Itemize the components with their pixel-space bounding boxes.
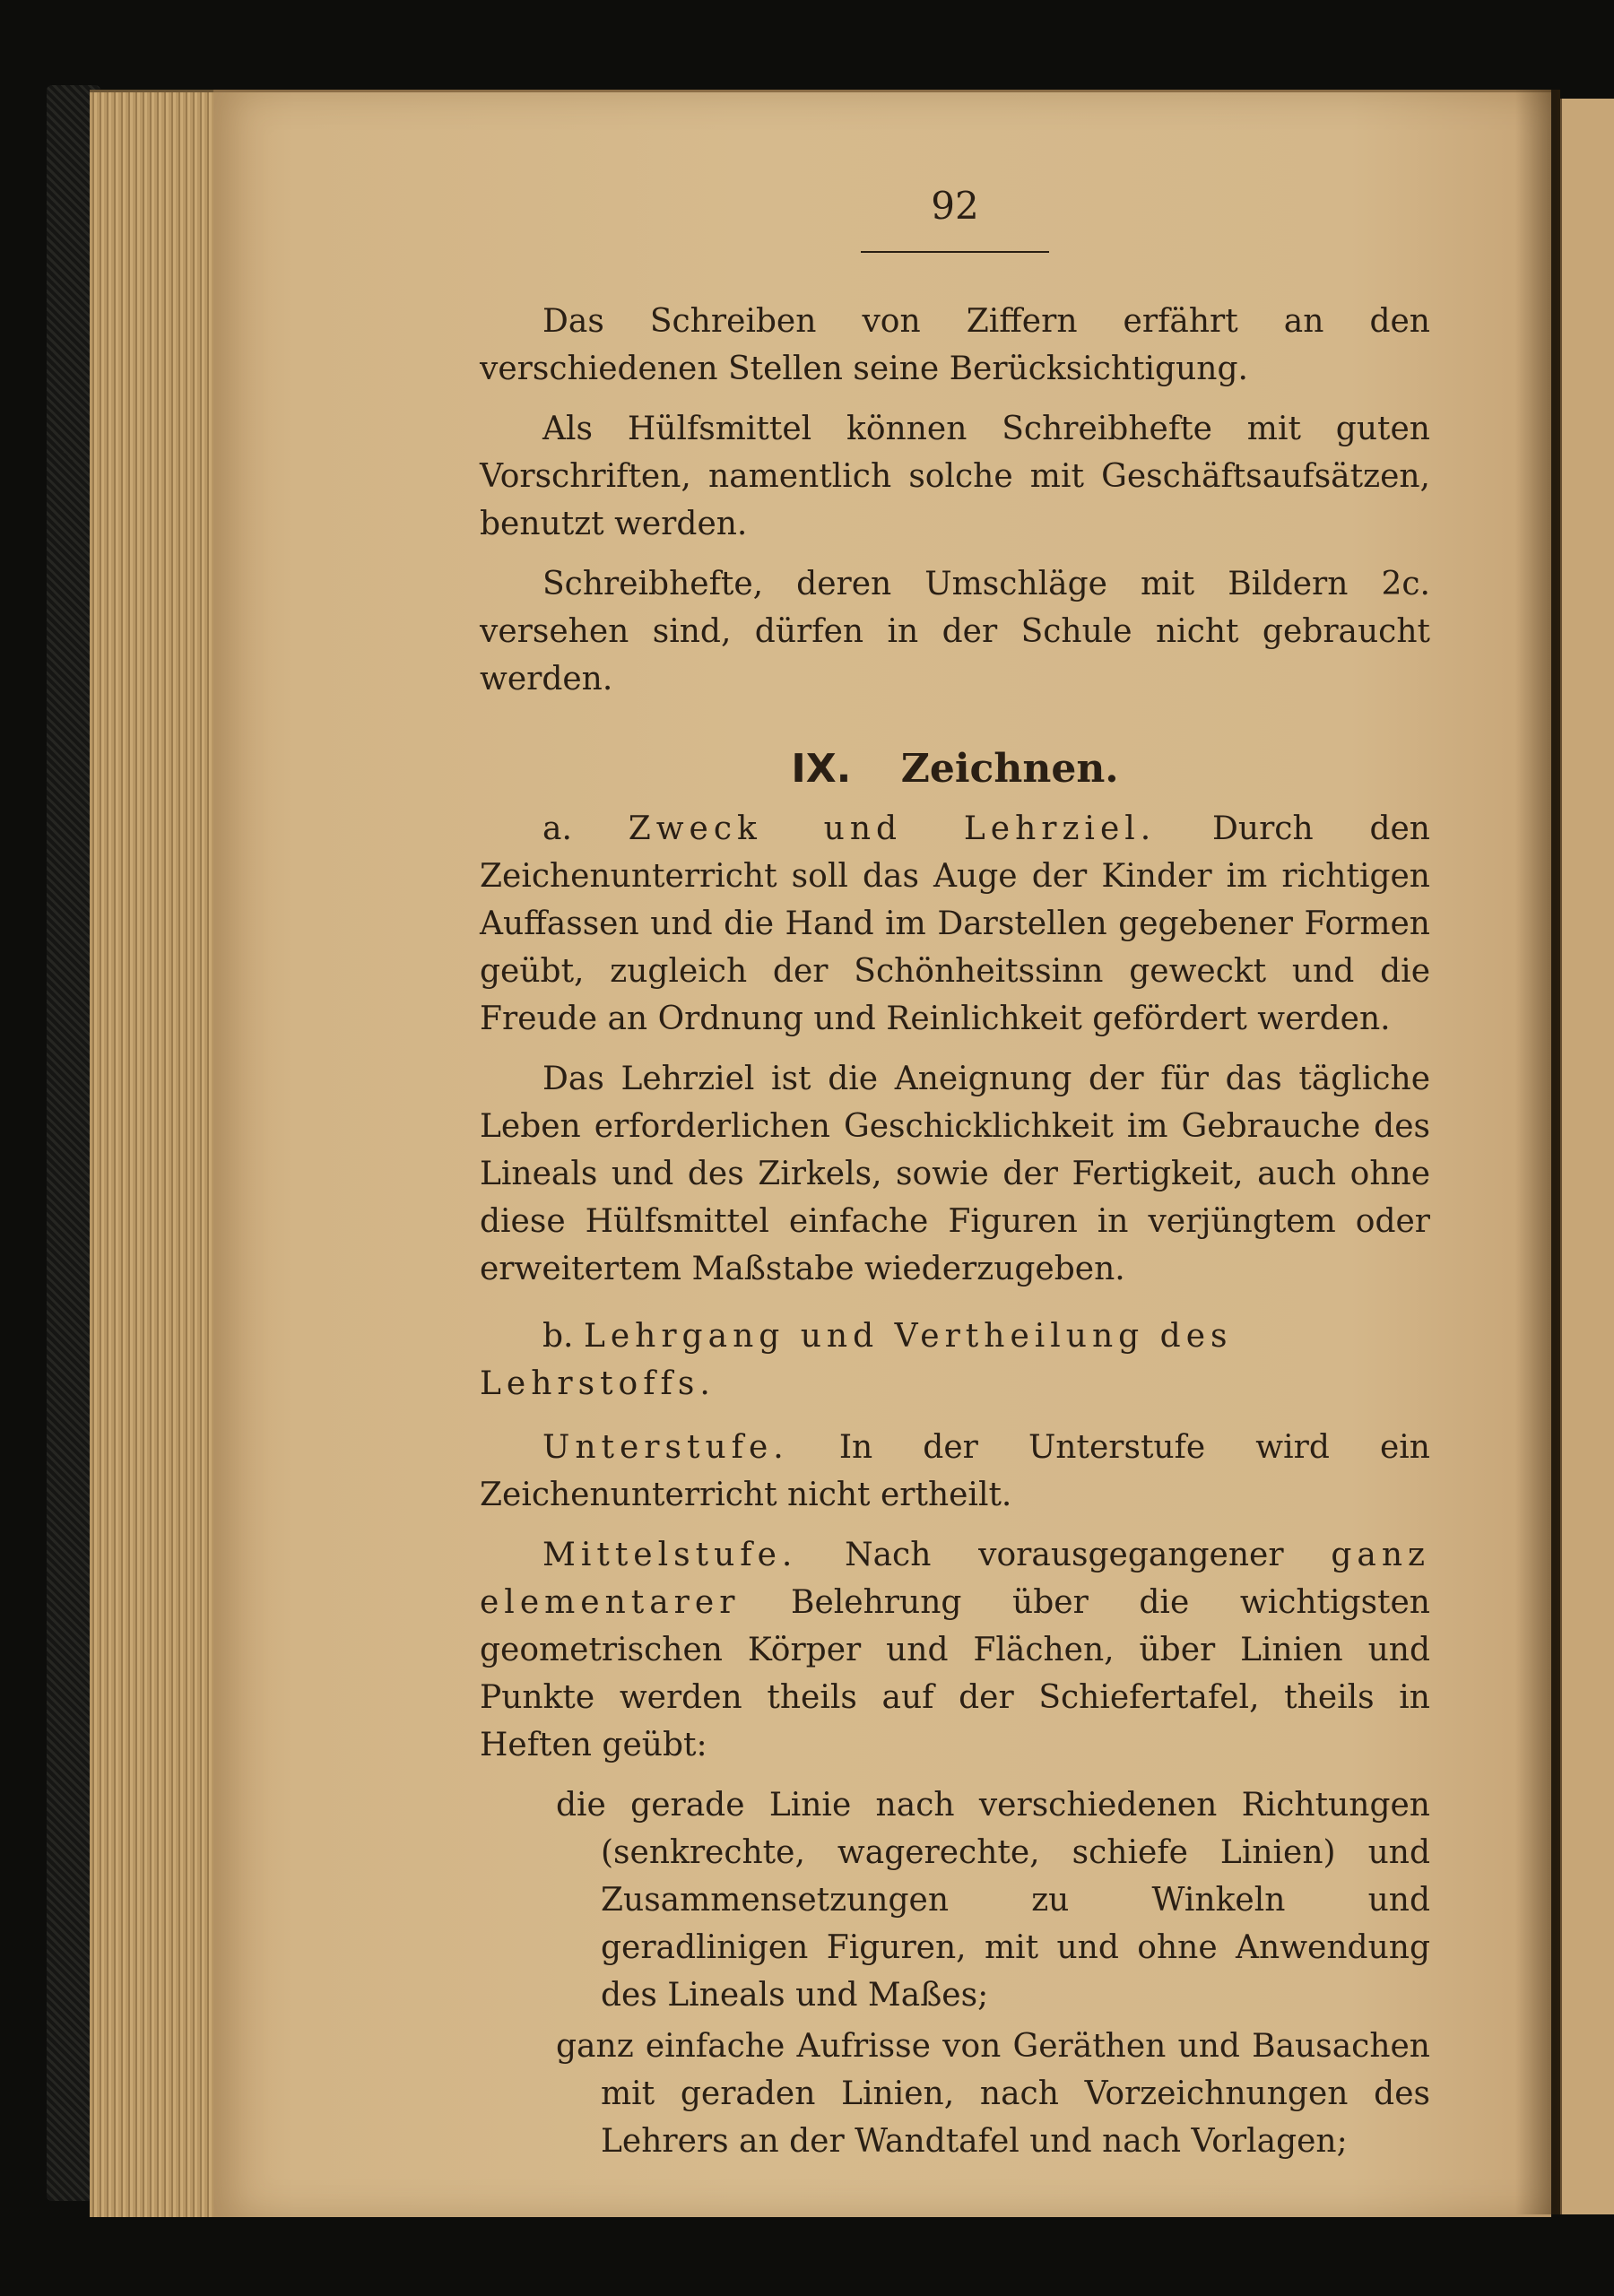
unterstufe-text: In der Unterstufe wird ein Zeichenunterricht nicht ertheilt. — [480, 1429, 1430, 1513]
facing-page-edge — [1560, 99, 1614, 2214]
paragraph: Als Hülfsmittel können Schreibhefte mit guten Vorschriften, namentlich solche mit Geschäftsaufsätzen, benutzt werden. — [480, 411, 1430, 542]
section-heading — [480, 742, 1430, 796]
mittelstufe-text-after: Belehrung über die wichtigsten geometrischen Körper und Flächen, über Linien und Punkte werden theils auf der Schiefertafel, theils in Heften geübt: — [480, 1584, 1430, 1763]
paragraph-lehrziel: Das Lehrziel ist die Aneignung der für das tägliche Leben erforderlichen Geschicklichkeit im Gebrauche des Lineals und des Zirkels, sowie der Fertigkeit, auch ohne diese Hülfsmittel einfache Figuren in verjüngtem oder erweitertem Maßstabe wiederzugeben. — [480, 1061, 1430, 1287]
mittelstufe-label: Mittelstufe. — [542, 1537, 798, 1573]
section-title: Zeichnen. — [900, 746, 1119, 792]
mittelstufe-text-before: Nach vorausgegangener — [845, 1537, 1284, 1573]
paragraph-zweck — [480, 805, 1430, 1043]
gutter-shadow — [1515, 90, 1560, 2214]
part-a-label: a. — [542, 810, 572, 847]
paragraph: Das Schreiben von Ziffern erfährt an den verschiedenen Stellen seine Berücksichtigung. — [480, 303, 1430, 387]
header-rule — [861, 251, 1049, 253]
part-a-text: Durch den Zeichenunterricht soll das Auge der Kinder im richtigen Auffassen und die Hand im Darstellen gegebener Formen geübt, zugleich der Schönheitssinn geweckt und die Freude an Ordnung und Reinlichkeit gefördert werden. — [480, 810, 1430, 1037]
page-number: 92 — [931, 184, 979, 228]
part-b-label: b. — [542, 1318, 574, 1355]
page-edges — [90, 90, 215, 2217]
part-b-heading: Lehrgang und Vertheilung des Lehrstoffs. — [480, 1318, 1233, 1402]
paragraph: Schreibhefte, deren Umschläge mit Bildern 2c. versehen sind, dürfen in der Schule nicht gebraucht werden. — [480, 566, 1430, 697]
mittelstufe-emphasis: ganz elementarer — [480, 1537, 1430, 1621]
part-b-heading-line — [480, 1313, 1430, 1408]
unterstufe-label: Unterstufe. — [542, 1429, 789, 1466]
list-item: die gerade Linie nach verschiedenen Richtungen (senkrechte, wagerechte, schiefe Linien) und Zusammensetzungen zu Winkeln und geradlinigen Figuren, mit und ohne Anwendung des Lineals und Maßes; — [556, 1787, 1430, 2014]
list-item: ganz einfache Aufrisse von Geräthen und Bausachen mit geraden Linien, nach Vorzeichnungen des Lehrers an der Wandtafel und nach Vorlagen; — [556, 2028, 1430, 2160]
part-a-heading: Zweck und Lehrziel. — [628, 810, 1157, 847]
page-text — [480, 179, 1430, 2169]
paragraph-mittelstufe — [480, 1531, 1430, 1769]
paragraph-unterstufe — [480, 1424, 1430, 1519]
section-numeral: IX. — [791, 746, 852, 792]
